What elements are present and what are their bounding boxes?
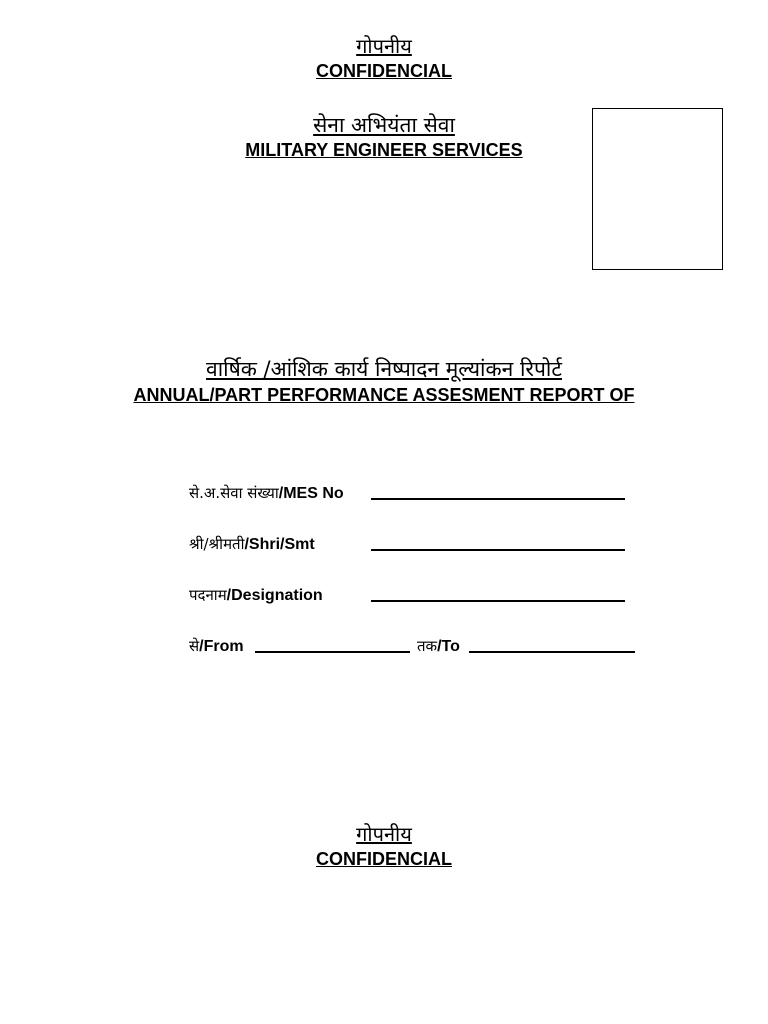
org-heading: MILITARY ENGINEER SERVICES [245, 140, 523, 160]
confidential-heading: CONFIDENCIAL [316, 61, 452, 81]
designation-label [189, 585, 323, 605]
from-label [189, 636, 244, 656]
designation-label-english: /Designation [226, 587, 323, 604]
footer-confidential: CONFIDENCIAL [316, 849, 452, 869]
designation-input-line[interactable] [371, 600, 625, 602]
from-label-hindi: से [189, 637, 200, 655]
to-label-hindi: तक [417, 637, 438, 655]
name-input-line[interactable] [371, 549, 625, 551]
name-label-hindi: श्री/श्रीमती [189, 535, 245, 553]
name-label [189, 534, 315, 554]
footer-confidential-hindi: गोपनीय [356, 822, 412, 846]
to-label [417, 636, 460, 656]
to-input-line[interactable] [469, 651, 635, 653]
report-title: ANNUAL/PART PERFORMANCE ASSESMENT REPORT OF [133, 385, 635, 405]
mes-no-input-line[interactable] [371, 498, 625, 500]
report-title-hindi: वार्षिक /आंशिक कार्य निष्पादन मूल्यांकन रिपोर्ट [206, 357, 562, 381]
mes-no-label-hindi: से.अ.सेवा संख्या [189, 484, 279, 502]
mes-no-label-english: /MES No [278, 485, 344, 502]
from-input-line[interactable] [255, 651, 410, 653]
to-label-english: /To [437, 638, 460, 655]
org-hindi-heading: सेना अभियंता सेवा [313, 113, 455, 137]
mes-no-label [189, 483, 344, 503]
name-label-english: /Shri/Smt [244, 536, 315, 553]
designation-label-hindi: पदनाम [189, 586, 227, 604]
from-label-english: /From [199, 638, 244, 655]
confidential-hindi-heading: गोपनीय [356, 34, 412, 58]
photo-box [592, 108, 723, 270]
